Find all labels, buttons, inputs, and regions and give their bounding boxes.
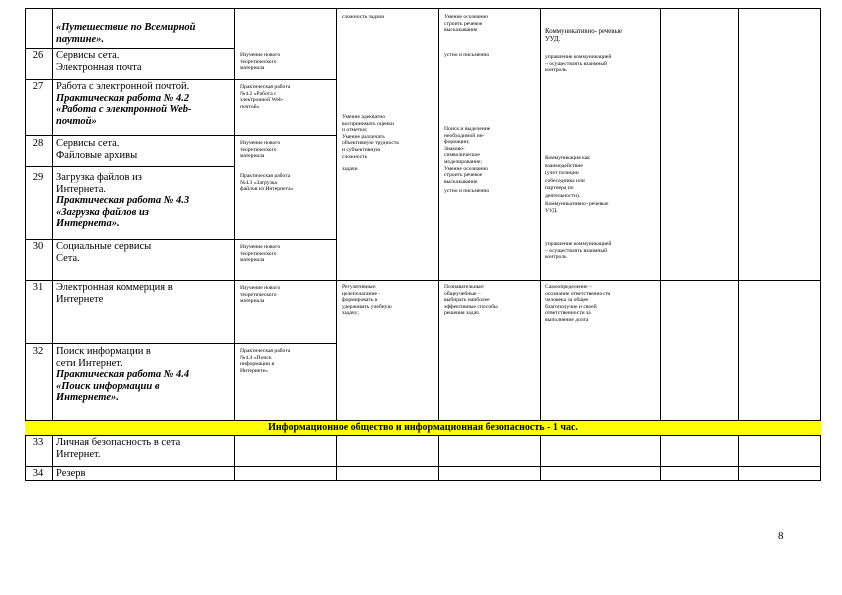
topic-line: паутине».	[56, 33, 104, 45]
activity-cell	[240, 84, 290, 110]
cognitive-cell	[444, 284, 498, 317]
activity-line: материала	[240, 153, 265, 160]
col-line	[738, 8, 739, 421]
topic-line: Поиск информации в	[56, 346, 151, 357]
topic-cell	[56, 241, 151, 264]
topic-line: Интернете	[56, 293, 104, 305]
cognitive-line: строить речевое	[444, 172, 483, 179]
regulatory-line: Умение различать	[342, 133, 385, 140]
topic-cell	[56, 22, 196, 45]
activity-line: материала	[240, 298, 265, 305]
topic-cell	[56, 138, 137, 161]
cognitive-line: эффективные способы	[444, 303, 498, 310]
row-line	[25, 420, 821, 421]
communicative-line: контроль	[545, 67, 567, 74]
activity-line: Изучение нового	[240, 244, 281, 250]
section-title: Информационное общество и информационная безопасность - 1 час.	[268, 422, 578, 433]
col-line	[52, 8, 53, 421]
topic-line: «Путешествие по Всемирной	[56, 22, 196, 33]
activity-line: Практическая работа	[240, 173, 291, 179]
topic-line: Интернете».	[56, 392, 119, 403]
table-border	[25, 8, 821, 9]
topic-cell	[56, 172, 189, 230]
topic-cell	[56, 468, 86, 480]
communicative-line: – осуществлять взаимный	[545, 60, 608, 67]
topic-line: Интернет.	[56, 448, 101, 460]
activity-line: Интернете»	[240, 367, 268, 374]
communicative-line: Самоопределение –	[545, 284, 592, 290]
communicative-line: УУД.	[545, 208, 558, 215]
activity-cell	[240, 52, 280, 72]
activity-line: Практическая работа	[240, 84, 291, 90]
cognitive-line: необходимой ин-	[444, 132, 485, 139]
row-number: 34	[32, 468, 44, 479]
regulatory-line: воспринимать оценки	[342, 120, 395, 127]
col-line	[540, 435, 541, 481]
row-number: 27	[32, 81, 44, 92]
cognitive-line: моделирование;	[444, 158, 482, 165]
topic-line: «Поиск информации в	[56, 380, 160, 392]
col-line	[820, 8, 821, 421]
communicative-line: – осуществлять взаимный	[545, 247, 608, 254]
communicative-line: осознание ответственности	[545, 290, 611, 297]
col-line	[820, 435, 821, 481]
row-line	[25, 280, 821, 281]
activity-line: Изучение нового	[240, 285, 281, 291]
topic-line: «Загрузка файлов из	[56, 206, 149, 218]
cognitive-line: устно и письменно	[444, 188, 490, 195]
activity-line: теоретического	[240, 58, 277, 65]
page-number: 8	[778, 530, 784, 542]
communicative-line: Коммуникативно- речевые	[545, 200, 609, 207]
communicative-cell	[545, 155, 608, 216]
communicative-cell	[545, 284, 610, 324]
table-border	[25, 480, 821, 481]
cognitive-cell	[444, 52, 489, 59]
regulatory-line: формировать и	[342, 297, 378, 304]
topic-cell	[56, 346, 189, 404]
topic-cell	[56, 437, 180, 460]
activity-line: Изучение нового	[240, 140, 281, 146]
cognitive-line: символическое	[444, 152, 480, 159]
cognitive-cell	[444, 126, 490, 195]
communicative-cell	[545, 54, 611, 74]
topic-line: «Работа с электронной Web-	[56, 104, 192, 115]
communicative-line: Коммуникация как	[545, 155, 590, 161]
cognitive-line: строить речевое	[444, 20, 483, 27]
communicative-line: деятельности).	[545, 192, 581, 199]
regulatory-line: сложность	[342, 153, 368, 160]
col-line	[660, 8, 661, 421]
topic-line: Сервисы сета.	[56, 138, 120, 149]
topic-line: Резерв	[56, 468, 86, 479]
row-line	[25, 135, 336, 136]
topic-cell	[56, 282, 173, 305]
col-line	[540, 8, 541, 421]
cognitive-line: Познавательные:	[444, 284, 485, 290]
communicative-line: УУД.	[545, 36, 561, 43]
row-line	[25, 166, 234, 167]
topic-line: Интернета».	[56, 218, 120, 229]
regulatory-line: сложность задачи	[342, 14, 385, 20]
row-number: 29	[32, 172, 44, 183]
col-line	[234, 8, 235, 421]
row-number: 33	[32, 437, 44, 448]
col-line	[438, 435, 439, 481]
topic-line: Электронная коммерция в	[56, 282, 173, 293]
regulatory-cell	[342, 14, 384, 21]
topic-line: Практическая работа № 4.2	[56, 92, 190, 104]
communicative-cell	[545, 241, 611, 261]
activity-cell	[240, 140, 280, 160]
row-line	[25, 466, 821, 467]
regulatory-line: задачи	[342, 166, 358, 173]
topic-line: Социальные сервисы	[56, 241, 152, 252]
row-number: 31	[32, 282, 44, 293]
row-line	[25, 239, 336, 240]
row-line	[25, 343, 336, 344]
activity-line: №4.3 «Загрузка	[240, 179, 277, 186]
activity-line: теоретического	[240, 250, 277, 257]
topic-cell	[56, 81, 192, 127]
col-line	[336, 435, 337, 481]
communicative-line: партнера по	[545, 185, 574, 192]
communicative-line: собеседника или	[545, 177, 585, 184]
communicative-line: человека за общее	[545, 297, 589, 304]
col-line	[660, 435, 661, 481]
row-line	[25, 48, 234, 49]
cognitive-line: формации;	[444, 139, 470, 146]
regulatory-cell	[342, 284, 392, 317]
activity-line: теоретического	[240, 291, 277, 298]
activity-line: Изучение нового	[240, 52, 281, 58]
topic-line: Электронная почта	[56, 61, 142, 73]
communicative-line: взаимодействие	[545, 162, 583, 169]
topic-line: Практическая работа № 4.3	[56, 195, 190, 206]
activity-line: материала	[240, 257, 265, 264]
row-line	[25, 79, 336, 80]
activity-cell	[240, 244, 280, 264]
communicative-line: контроль	[545, 254, 567, 261]
col-line	[438, 8, 439, 421]
activity-line: теоретического	[240, 146, 277, 153]
col-line	[336, 8, 337, 421]
col-line	[25, 8, 26, 421]
activity-cell	[240, 348, 290, 374]
communicative-line: управление коммуникацией	[545, 241, 612, 247]
activity-line: материала	[240, 65, 265, 72]
regulatory-line: объективную трудность	[342, 140, 399, 147]
regulatory-line: и отметки;	[342, 127, 368, 134]
col-line	[52, 435, 53, 481]
cognitive-line: решения задач.	[444, 310, 481, 317]
regulatory-line: Регулятивные:	[342, 284, 377, 290]
communicative-cell	[545, 28, 622, 44]
activity-line: файлов из Интернета»	[240, 186, 294, 193]
cognitive-line: общеучебные –	[444, 290, 481, 297]
topic-line: сети Интернет.	[56, 357, 123, 369]
communicative-line: благополучие и своей	[545, 303, 597, 310]
activity-line: почтой»	[240, 103, 260, 110]
regulatory-line: задачу;	[342, 310, 359, 317]
activity-line: Практическая работа	[240, 348, 291, 354]
row-number: 32	[32, 346, 44, 357]
cognitive-line: Умение осознанно	[444, 14, 489, 20]
activity-line: №4.4 «Поиск	[240, 354, 272, 361]
topic-line: Интернета.	[56, 183, 106, 195]
topic-line: Сервисы сета.	[56, 50, 120, 61]
row-line	[25, 435, 821, 436]
row-number: 30	[32, 241, 44, 252]
communicative-line: выполнение долга	[545, 316, 589, 323]
topic-line: Файловые архивы	[56, 149, 138, 161]
topic-line: Сета.	[56, 252, 80, 264]
cognitive-line: высказывание	[444, 27, 478, 34]
cognitive-line: устно и письменно	[444, 52, 490, 58]
cognitive-cell	[444, 14, 488, 34]
topic-line: почтой»	[56, 115, 97, 127]
col-line	[25, 435, 26, 481]
communicative-line: (учет позиции	[545, 170, 579, 177]
activity-line: №4.2 «Работа с	[240, 90, 277, 97]
communicative-line: Коммуникативно- речевые	[545, 28, 623, 35]
activity-line: электронной Web-	[240, 97, 284, 104]
col-line	[234, 435, 235, 481]
topic-line: Практическая работа № 4.4	[56, 369, 190, 380]
topic-cell	[56, 50, 141, 73]
communicative-line: ответственности за	[545, 310, 591, 317]
activity-cell	[240, 173, 293, 193]
topic-line: Работа с электронной почтой.	[56, 81, 190, 92]
cognitive-line: Знаково-	[444, 145, 465, 152]
activity-line: информации в	[240, 361, 275, 368]
col-line	[738, 435, 739, 481]
cognitive-line: Поиск и выделение	[444, 126, 491, 132]
topic-line: Загрузка файлов из	[56, 172, 142, 183]
row-number: 26	[32, 50, 44, 61]
cognitive-line: выбирать наиболее	[444, 297, 490, 304]
topic-line: Личная безопасность в сета	[56, 437, 181, 448]
regulatory-line: и субъективную	[342, 146, 381, 153]
regulatory-line: Умение адекватно	[342, 114, 386, 120]
regulatory-line: удерживать учебную	[342, 303, 392, 310]
cognitive-line: высказывание	[444, 178, 478, 185]
regulatory-line: целеполагание -	[342, 290, 381, 297]
communicative-line: управление коммуникацией	[545, 54, 612, 60]
activity-cell	[240, 285, 280, 305]
cognitive-line: Умение осознанно	[444, 165, 489, 172]
regulatory-cell	[342, 114, 399, 173]
row-number: 28	[32, 138, 44, 149]
